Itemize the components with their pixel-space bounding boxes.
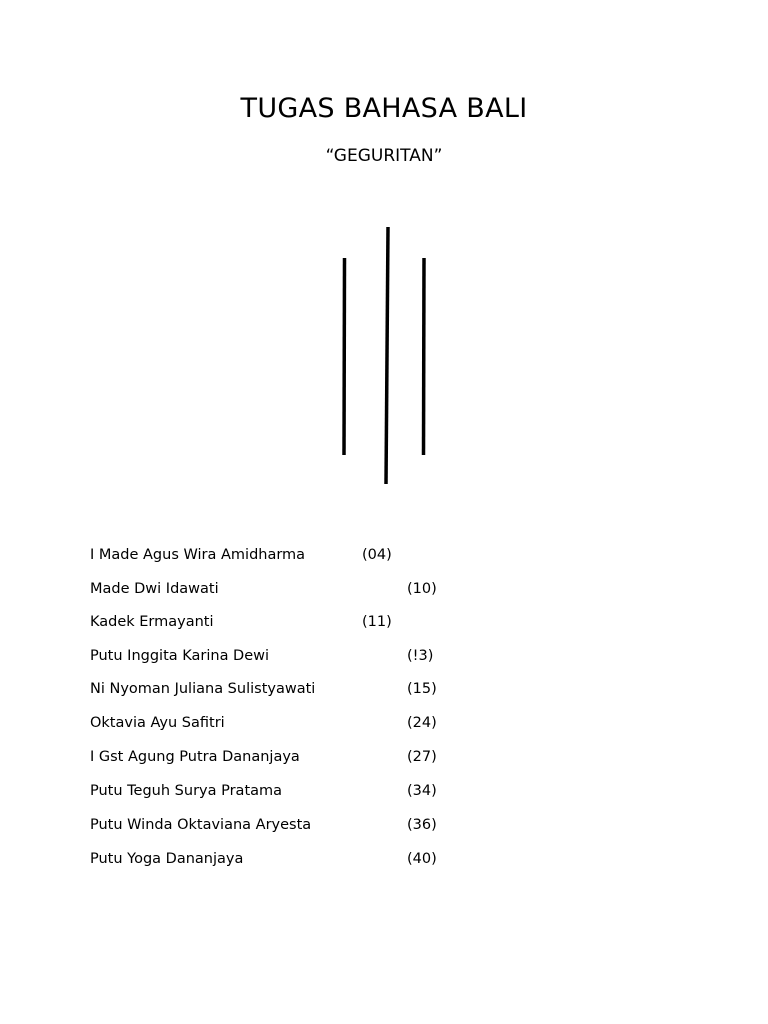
member-name: Kadek Ermayanti [90,614,214,630]
page-subtitle: “GEGURITAN” [325,146,443,166]
member-row [90,544,490,566]
member-number: (27) [407,749,437,765]
member-number: (15) [407,681,437,697]
member-number: (11) [362,614,392,630]
emblem-right-line [424,258,425,455]
member-name: Putu Teguh Surya Pratama [90,783,283,799]
emblem-left-line [344,258,345,455]
member-row [90,814,490,836]
member-name: Ni Nyoman Juliana Sulistyawati [90,681,316,697]
member-number: (10) [407,581,437,597]
page-title: TUGAS BAHASA BALI [240,93,528,124]
member-row [90,746,490,768]
member-number: (04) [362,547,392,563]
member-row [90,611,490,633]
member-row [90,578,490,600]
member-row [90,678,490,700]
member-name: Made Dwi Idawati [90,581,219,597]
member-name: Putu Yoga Dananjaya [90,851,244,867]
member-number: (36) [407,817,437,833]
member-name: Oktavia Ayu Safitri [90,715,225,731]
member-number: (!3) [407,648,434,664]
member-number: (40) [407,851,437,867]
member-name: Putu Inggita Karina Dewi [90,648,270,664]
member-row [90,848,490,870]
member-name: I Gst Agung Putra Dananjaya [90,749,300,765]
member-name: I Made Agus Wira Amidharma [90,547,306,563]
member-name: Putu Winda Oktaviana Aryesta [90,817,312,833]
member-number: (34) [407,783,437,799]
emblem-center-line [386,227,388,484]
member-number: (24) [407,715,437,731]
member-row [90,645,490,667]
member-row [90,712,490,734]
member-row [90,780,490,802]
